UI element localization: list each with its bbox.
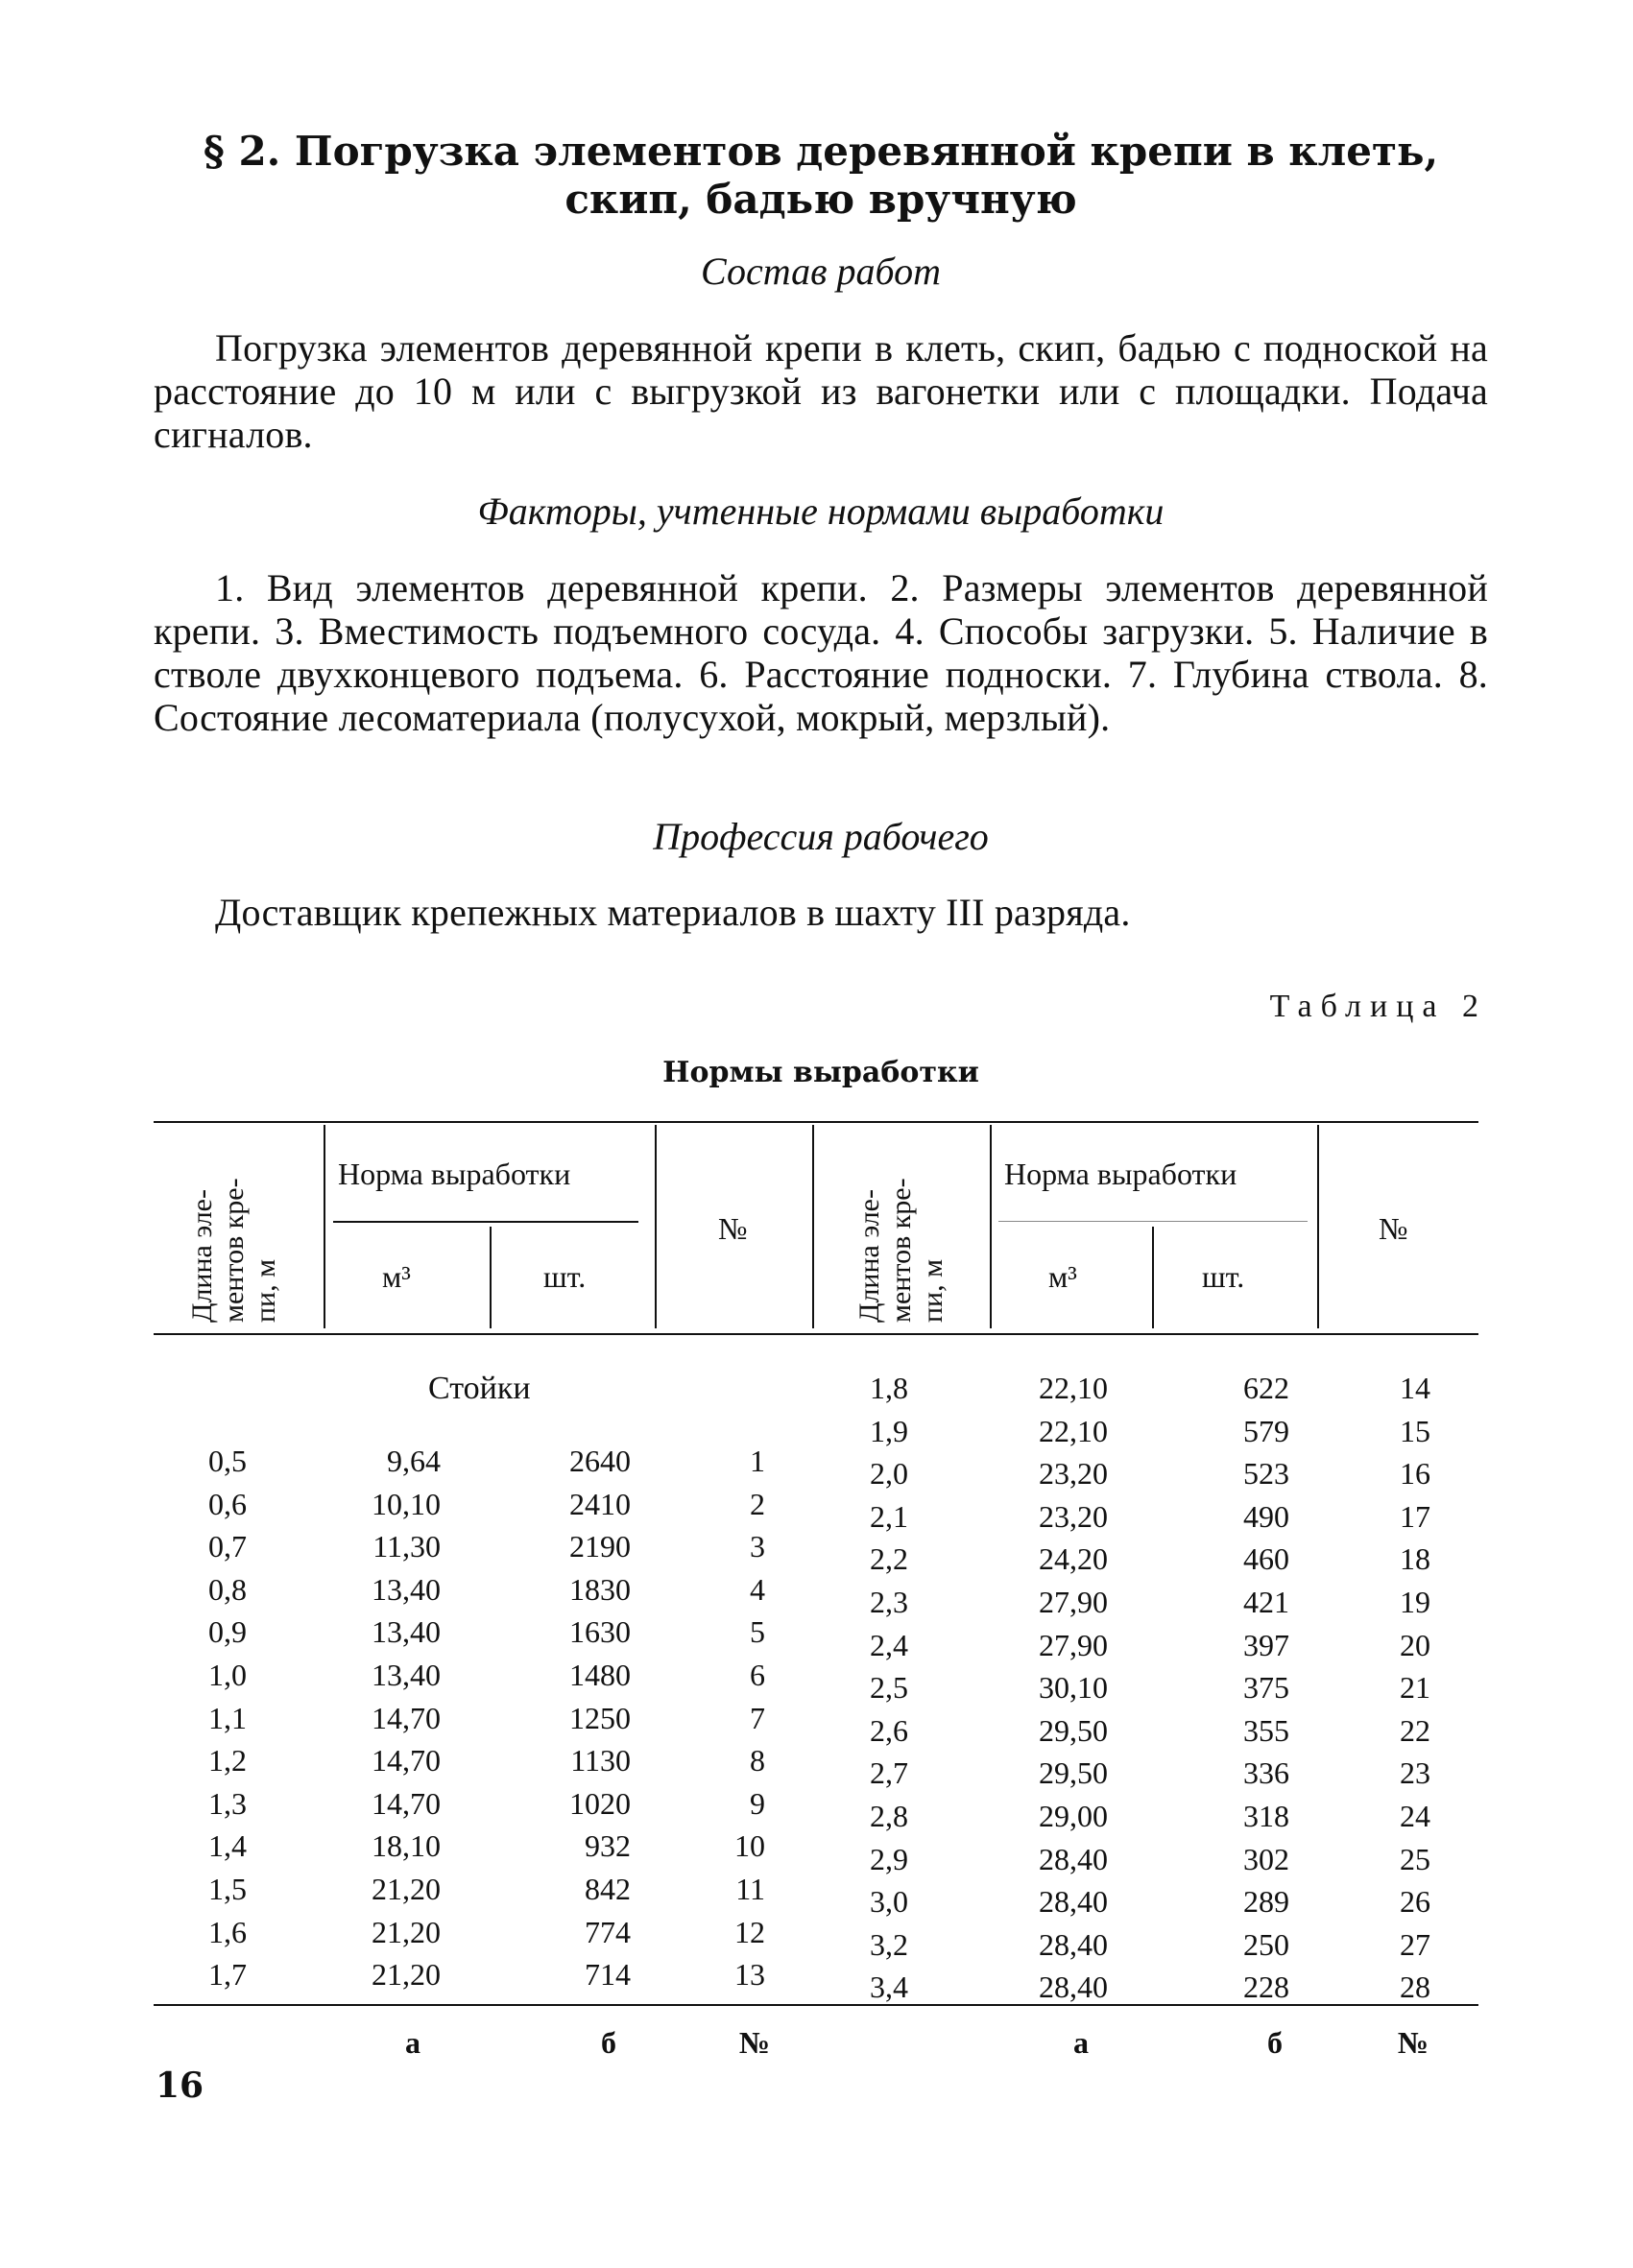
table-cell-m3: 13,40 (372, 1658, 441, 1692)
composition-text: Погрузка элементов деревянной крепи в клеть, скип, бадью с подноской на расстояние до 10 м или с выгрузкой из вагонетки или с площадки. Подача сигналов. (154, 326, 1488, 456)
table-cell-pcs: 2190 (569, 1529, 631, 1564)
footer-num: № (1397, 2025, 1429, 2060)
table-top-rule (154, 1121, 1478, 1123)
table-cell-pcs: 397 (1243, 1627, 1289, 1662)
num-header: № (1379, 1211, 1408, 1246)
table-cell-n: 8 (750, 1743, 765, 1779)
table-cell-len: 1,2 (208, 1743, 247, 1779)
table-cell-n: 28 (1400, 1970, 1430, 2005)
table-cell-m3: 21,20 (372, 1914, 441, 1949)
table-cell-n: 14 (1400, 1371, 1430, 1405)
norm-subrule (333, 1221, 638, 1223)
table-cell-m3: 18,10 (372, 1828, 441, 1864)
table-cell-pcs: 622 (1243, 1371, 1289, 1405)
table-cell-pcs: 302 (1243, 1841, 1289, 1876)
table-cell-m3: 23,20 (1039, 1498, 1108, 1534)
table-cell-m3: 9,64 (387, 1444, 441, 1478)
table-header-rule (154, 1333, 1478, 1335)
table-cell-len: 1,3 (208, 1785, 247, 1821)
table-cell-n: 26 (1400, 1884, 1430, 1920)
table-cell-pcs: 932 (585, 1828, 631, 1864)
table-cell-pcs: 375 (1243, 1670, 1289, 1706)
table-cell-m3: 29,50 (1039, 1755, 1108, 1791)
table-cell-m3: 27,90 (1039, 1585, 1108, 1619)
norm-subrule (998, 1221, 1308, 1222)
table-cell-m3: 28,40 (1039, 1841, 1108, 1876)
table-cell-len: 2,9 (870, 1841, 908, 1876)
table-cell-n: 11 (735, 1872, 765, 1906)
table-cell-len: 0,8 (208, 1571, 247, 1607)
m3-header: м³ (382, 1259, 411, 1294)
length-header: Длина эле- ментов кре- пи, м (186, 1178, 281, 1323)
footer-b: б (601, 2025, 616, 2060)
table-cell-pcs: 2410 (569, 1486, 631, 1521)
table-cell-n: 7 (750, 1700, 765, 1735)
table-cell-len: 3,2 (870, 1926, 908, 1962)
table-cell-m3: 28,40 (1039, 1926, 1108, 1962)
table-cell-pcs: 318 (1243, 1799, 1289, 1833)
page-number: 16 (156, 2065, 204, 2106)
factors-text: 1. Вид элементов деревянной крепи. 2. Размеры элементов деревянной крепи. 3. Вместимость подъемного сосуда. 4. Способы загрузки. 5. Наличие в стволе двухконцевого подъема. 6. Расстояние подноски. 7. Глубина ствола. 8. Состояние лесоматериала (полусухой, мокрый, мерзлый). (154, 566, 1488, 739)
table-cell-pcs: 1250 (569, 1700, 631, 1735)
header-divider (324, 1125, 325, 1328)
table-cell-pcs: 1020 (569, 1785, 631, 1821)
profession-heading: Профессия рабочего (653, 815, 989, 858)
m3-header: м³ (1048, 1259, 1077, 1294)
table-cell-len: 2,4 (870, 1627, 908, 1662)
table-cell-len: 0,5 (208, 1444, 247, 1478)
table-cell-len: 3,0 (870, 1884, 908, 1920)
table-cell-m3: 14,70 (372, 1700, 441, 1735)
table-cell-len: 3,4 (870, 1970, 908, 2005)
table-cell-len: 2,8 (870, 1799, 908, 1833)
footer-a: а (405, 2025, 420, 2060)
header-divider (1152, 1227, 1154, 1328)
table-cell-len: 1,4 (208, 1828, 247, 1864)
pcs-header: шт. (1202, 1259, 1245, 1294)
table-cell-m3: 13,40 (372, 1571, 441, 1607)
table-cell-pcs: 289 (1243, 1884, 1289, 1920)
table-cell-n: 16 (1400, 1456, 1430, 1492)
table-cell-m3: 21,20 (372, 1872, 441, 1906)
table-cell-n: 1 (750, 1444, 765, 1478)
table-cell-n: 4 (750, 1571, 765, 1607)
table-title: Нормы выработки (662, 1056, 979, 1089)
table-cell-len: 1,6 (208, 1914, 247, 1949)
norm-header: Норма выработки (338, 1157, 571, 1191)
header-divider (1317, 1125, 1319, 1328)
norm-header: Норма выработки (1004, 1157, 1237, 1191)
table-cell-len: 0,7 (208, 1529, 247, 1564)
footer-b: б (1267, 2025, 1283, 2060)
table-cell-m3: 13,40 (372, 1614, 441, 1650)
table-cell-len: 2,3 (870, 1585, 908, 1619)
section-title-line2: скип, бадью вручную (564, 176, 1077, 223)
header-divider (812, 1125, 814, 1328)
table-cell-len: 0,9 (208, 1614, 247, 1650)
table-cell-pcs: 421 (1243, 1585, 1289, 1619)
length-header: Длина эле- ментов кре- пи, м (853, 1178, 949, 1323)
table-cell-len: 1,9 (870, 1413, 908, 1448)
footer-num: № (738, 2025, 771, 2060)
table-cell-n: 9 (750, 1785, 765, 1821)
table-cell-m3: 21,20 (372, 1957, 441, 1993)
table-cell-pcs: 1830 (569, 1571, 631, 1607)
table-cell-m3: 11,30 (372, 1529, 441, 1564)
table-cell-m3: 10,10 (372, 1486, 441, 1521)
table-cell-m3: 29,00 (1039, 1799, 1108, 1833)
section-title-line1: § 2. Погрузка элементов деревянной крепи в клеть, (203, 128, 1439, 175)
table-cell-n: 2 (750, 1486, 765, 1521)
table-cell-n: 6 (750, 1658, 765, 1692)
table-cell-m3: 23,20 (1039, 1456, 1108, 1492)
table-cell-n: 17 (1400, 1498, 1430, 1534)
table-section-label: Стойки (428, 1371, 531, 1406)
table-cell-pcs: 1630 (569, 1614, 631, 1650)
table-cell-pcs: 460 (1243, 1541, 1289, 1577)
table-cell-len: 1,5 (208, 1872, 247, 1906)
table-cell-n: 25 (1400, 1841, 1430, 1876)
factors-heading: Факторы, учтенные нормами выработки (477, 489, 1165, 533)
table-cell-n: 24 (1400, 1799, 1430, 1833)
table-cell-n: 19 (1400, 1585, 1430, 1619)
table-cell-n: 21 (1400, 1670, 1430, 1706)
pcs-header: шт. (543, 1259, 587, 1294)
table-cell-m3: 28,40 (1039, 1884, 1108, 1920)
table-cell-n: 23 (1400, 1755, 1430, 1791)
header-divider (990, 1125, 992, 1328)
table-cell-len: 2,0 (870, 1456, 908, 1492)
num-header: № (718, 1211, 748, 1246)
table-cell-m3: 28,40 (1039, 1970, 1108, 2005)
table-cell-len: 2,5 (870, 1670, 908, 1706)
table-cell-len: 1,8 (870, 1371, 908, 1405)
table-cell-n: 27 (1400, 1926, 1430, 1962)
table-cell-pcs: 336 (1243, 1755, 1289, 1791)
table-cell-len: 0,6 (208, 1486, 247, 1521)
composition-heading: Состав работ (701, 250, 941, 293)
table-cell-pcs: 774 (585, 1914, 631, 1949)
table-cell-n: 13 (734, 1957, 765, 1993)
table-cell-pcs: 714 (585, 1957, 631, 1993)
table-cell-m3: 14,70 (372, 1743, 441, 1779)
table-label: Таблица 2 (1269, 989, 1487, 1024)
table-cell-m3: 27,90 (1039, 1627, 1108, 1662)
table-cell-pcs: 523 (1243, 1456, 1289, 1492)
table-cell-m3: 30,10 (1039, 1670, 1108, 1706)
table-cell-pcs: 842 (585, 1872, 631, 1906)
table-cell-m3: 24,20 (1039, 1541, 1108, 1577)
table-cell-len: 1,1 (208, 1700, 247, 1735)
table-cell-m3: 22,10 (1039, 1371, 1108, 1405)
table-cell-m3: 22,10 (1039, 1413, 1108, 1448)
table-cell-len: 2,2 (870, 1541, 908, 1577)
table-cell-pcs: 579 (1243, 1413, 1289, 1448)
table-cell-pcs: 355 (1243, 1712, 1289, 1748)
table-cell-len: 2,7 (870, 1755, 908, 1791)
table-cell-n: 3 (750, 1529, 765, 1564)
table-cell-pcs: 2640 (569, 1444, 631, 1478)
header-divider (655, 1125, 657, 1328)
table-cell-m3: 29,50 (1039, 1712, 1108, 1748)
table-cell-n: 20 (1400, 1627, 1430, 1662)
table-cell-n: 12 (734, 1914, 765, 1949)
table-cell-len: 1,0 (208, 1658, 247, 1692)
table-cell-pcs: 490 (1243, 1498, 1289, 1534)
table-cell-pcs: 250 (1243, 1926, 1289, 1962)
table-cell-n: 18 (1400, 1541, 1430, 1577)
table-cell-len: 1,7 (208, 1957, 247, 1993)
table-cell-pcs: 1130 (570, 1743, 631, 1779)
table-cell-pcs: 1480 (569, 1658, 631, 1692)
table-cell-m3: 14,70 (372, 1785, 441, 1821)
table-cell-n: 15 (1400, 1413, 1430, 1448)
footer-a: а (1073, 2025, 1089, 2060)
table-cell-len: 2,1 (870, 1498, 908, 1534)
header-divider (490, 1227, 492, 1328)
profession-text: Доставщик крепежных материалов в шахту III разряда. (215, 891, 1131, 934)
table-cell-len: 2,6 (870, 1712, 908, 1748)
table-cell-n: 5 (750, 1614, 765, 1650)
table-cell-n: 10 (734, 1828, 765, 1864)
table-cell-n: 22 (1400, 1712, 1430, 1748)
table-cell-pcs: 228 (1243, 1970, 1289, 2005)
